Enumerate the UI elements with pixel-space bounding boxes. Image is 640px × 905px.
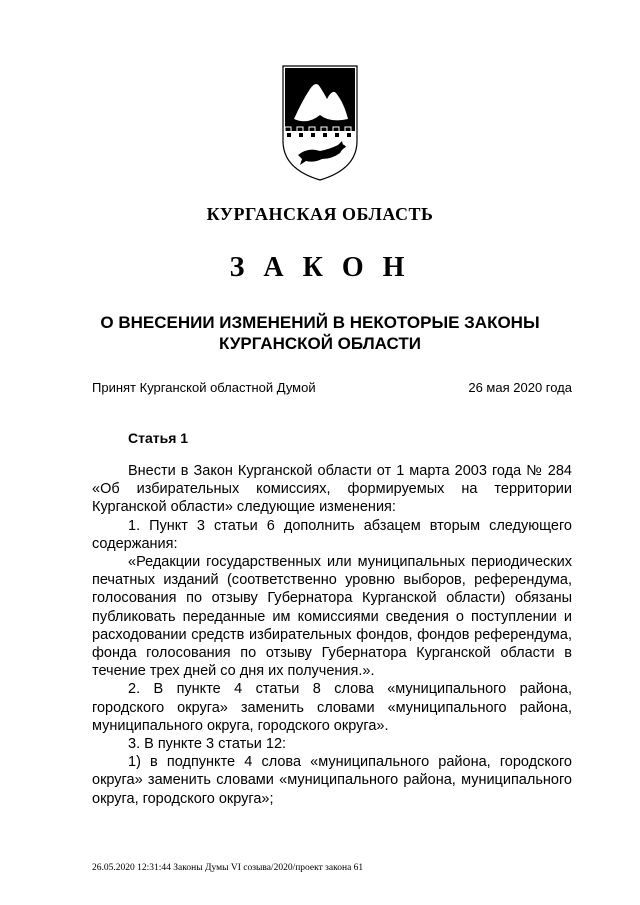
article-paragraph: 2. В пункте 4 статьи 8 слова «муниципального района, городского округа» заменить словами «муниципального района, муниципального округа, городского округа».	[92, 681, 572, 734]
region-name: КУРГАНСКАЯ ОБЛАСТЬ	[206, 204, 434, 224]
adopted-by: Принят Курганской областной Думой	[92, 380, 316, 395]
kurgan-coat-of-arms-icon	[280, 63, 360, 183]
article-paragraph: 1. Пункт 3 статьи 6 дополнить абзацем вторым следующего содержания:	[92, 517, 572, 552]
adoption-line	[92, 380, 572, 395]
law-title-line: О ВНЕСЕНИИ ИЗМЕНЕНИЙ В НЕКОТОРЫЕ ЗАКОНЫ	[100, 313, 540, 332]
article-paragraph: 3. В пункте 3 статьи 12:	[128, 736, 287, 753]
adoption-date: 26 мая 2020 года	[468, 380, 572, 395]
article-paragraph: «Редакции государственных или муниципальных периодических печатных изданий (соответственно уровню выборов, референдума, голосования по отзыву Губернатора Курганской области) обязаны публиковать переданные им комиссиями сведения о поступлении и расходовании средств избирательных фондов, фондов референдума, фонда голосования по отзыву Губернатора Курганской области в течение трех дней со дня их получения.».	[92, 554, 572, 680]
law-title-line: КУРГАНСКОЙ ОБЛАСТИ	[219, 334, 421, 353]
article-heading: Статья 1	[128, 430, 189, 446]
article-paragraph: Внести в Закон Курганской области от 1 марта 2003 года № 284 «Об избирательных комиссиях, формируемых на территории Курганской области» следующие изменения:	[92, 463, 572, 516]
document-footer: 26.05.2020 12:31:44 Законы Думы VI созыва/2020/проект закона 61	[92, 863, 364, 873]
article-body	[92, 462, 572, 808]
article-paragraph: 1) в подпункте 4 слова «муниципального района, городского округа» заменить словами «муниципального района, муниципального округа, городского округа»;	[92, 754, 572, 807]
document-type: З А К О Н	[229, 252, 411, 283]
law-title	[60, 312, 580, 354]
